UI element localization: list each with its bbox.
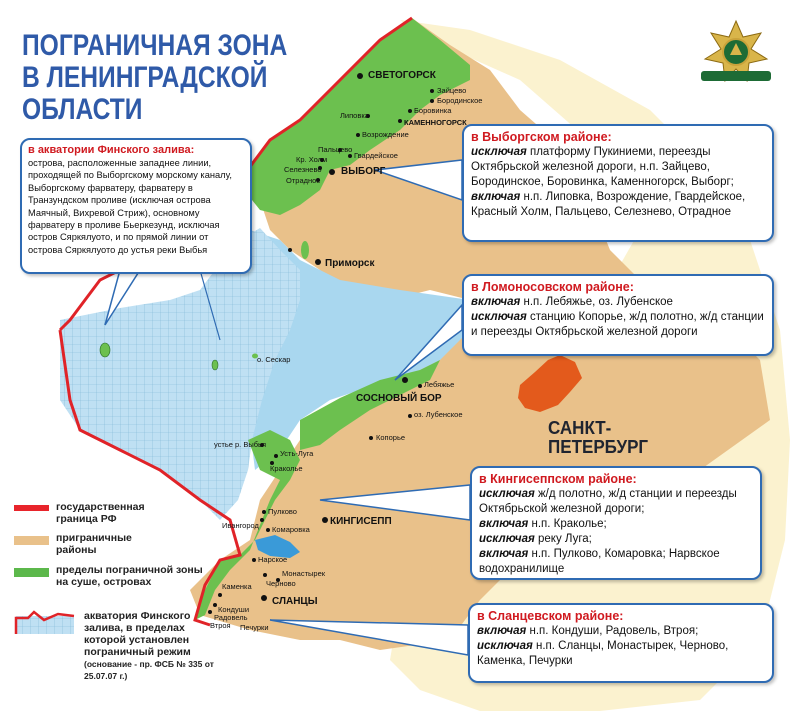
blue-grid-fill-icon (14, 610, 76, 636)
title-line-3: ОБЛАСТИ (22, 93, 143, 126)
town-label: Радовель (214, 613, 248, 622)
town-label: Кр. Холм (296, 155, 328, 164)
callout-emphasis: включая (479, 548, 529, 560)
callout-lomonosov (462, 274, 774, 356)
town-label: Пальцево (318, 145, 353, 154)
legend-label: акватория Финского залива, в пределах которой установлен пограничный режим (84, 610, 191, 658)
callout-vyborg (462, 124, 774, 242)
town-label: Лебяжье (424, 380, 455, 389)
callout-heading: в Выборгском районе: (471, 130, 612, 144)
town-label: Каменка (222, 582, 252, 591)
callout-text: н.п. Краколье; (528, 518, 607, 530)
border-service-emblem-icon (697, 19, 775, 85)
town-label: устье р. Выбья (214, 440, 267, 449)
island (212, 360, 218, 370)
city-label: ВЫБОРГ (341, 166, 386, 177)
callout-text: ж/д полотно, ж/д станции и переезды Октябрьской железной дороги; (479, 488, 737, 515)
city-label: СОСНОВЫЙ БОР (356, 393, 442, 404)
red-line-icon (14, 505, 49, 511)
callout-text: н.п. Лебяжье, оз. Лубенское (520, 296, 673, 308)
callout-emphasis: исключая (479, 533, 535, 545)
city-label: СВЕТОГОРСК (368, 70, 436, 81)
callout-emphasis: включая (477, 625, 527, 637)
title-line-2: В ЛЕНИНГРАДСКОЙ (22, 61, 268, 94)
map-title (22, 30, 287, 126)
green-fill-icon (14, 568, 49, 577)
legend-note: (основание - пр. ФСБ № 335 от 25.07.07 г.) (84, 659, 214, 681)
island (100, 343, 110, 357)
town-label: Селезнево (284, 165, 322, 174)
town-label: Гвардейское (354, 151, 398, 160)
callout-text: реку Луга; (534, 533, 592, 545)
callout-heading: в Кингисеппском районе: (479, 472, 637, 486)
legend-label: пределы пограничной зоны на суше, островах (56, 564, 203, 588)
callout-slantsy (468, 603, 774, 683)
callout-emphasis: исключая (471, 146, 527, 158)
town-label: Втроя (210, 621, 231, 630)
callout-text: станцию Копорье, ж/д полотно, ж/д станции и переезды Октябрьской железной дороги (471, 311, 764, 338)
gulf-callout-heading: в акватории Финского залива: (28, 144, 195, 156)
tan-fill-icon (14, 536, 49, 545)
city-label: СЛАНЦЫ (272, 596, 318, 607)
city-label-spb: САНКТ-ПЕТЕРБУРГ (548, 417, 649, 457)
callout-heading: в Ломоносовском районе: (471, 280, 634, 294)
town-label: Отрадное (286, 176, 321, 185)
town-label: Кондуши (218, 605, 250, 614)
town-label: Черново (266, 579, 296, 588)
town-label: Краколье (270, 464, 303, 473)
town-label: КАМЕННОГОРСК (404, 118, 467, 127)
callout-text: н.п. Сланцы, Монастырек, Черново, Каменка, Печурки (477, 640, 729, 667)
legend-label: приграничные районы (56, 532, 132, 556)
town-label: Усть-Луга (280, 449, 314, 458)
callout-emphasis: исключая (479, 488, 535, 500)
callout-emphasis: включая (479, 518, 529, 530)
gulf-callout (20, 138, 252, 274)
legend-label: государственная граница РФ (56, 501, 145, 525)
town-label: Зайцево (437, 86, 467, 95)
town-label: Пулково (268, 507, 297, 516)
callout-text: платформу Пукиниеми, переезды Октябрьской железной дороги, н.п. Зайцево, Бородинское, Боровинка, Каменногорск, Выборг; (471, 146, 734, 188)
town-label: Липовка (340, 111, 369, 120)
callout-text: н.п. Кондуши, Радовель, Втроя; (526, 625, 699, 637)
town-label: оз. Лубенское (414, 410, 463, 419)
town-label: о. Сескар (257, 355, 291, 364)
town-label: Боровинка (414, 106, 452, 115)
city-label: КИНГИСЕПП (330, 516, 392, 527)
town-label: Нарское (258, 555, 288, 564)
gulf-callout-body: острова, расположенные западнее линии, проходящей по Выборгскому морскому каналу, Выборгскому фарватеру, фарватеру в Транзундском проливе (исключая острова Маячный, Вихревой Стриж), основному фарватеру в проливе Бьеркезунд, исключая остров Сяркялуото, и по прямой линии от острова Сяркялуото до устья реки Выбья (28, 158, 232, 255)
town-label: Возрождение (362, 130, 409, 139)
town-label: Копорье (376, 433, 406, 442)
town-label: Комаровка (272, 525, 310, 534)
title-line-1: ПОГРАНИЧНАЯ ЗОНА (22, 29, 288, 62)
town-label: Бородинское (437, 96, 483, 105)
callout-text: н.п. Липовка, Возрождение, Гвардейское, Красный Холм, Пальцево, Селезнево, Отрадное (471, 191, 746, 218)
callout-kingisepp (470, 466, 762, 580)
island (301, 241, 309, 259)
town-label: Монастырек (282, 569, 326, 578)
callout-emphasis: включая (471, 191, 521, 203)
callout-heading: в Сланцевском районе: (477, 609, 624, 623)
town-label: Печурки (240, 623, 269, 632)
callout-emphasis: исключая (471, 311, 527, 323)
callout-emphasis: исключая (477, 640, 533, 652)
town-label: Ивангород (222, 521, 259, 530)
city-label: Приморск (325, 258, 375, 269)
callout-emphasis: включая (471, 296, 521, 308)
callout-text: н.п. Пулково, Комаровка; Нарвское водохранилище (479, 548, 720, 575)
